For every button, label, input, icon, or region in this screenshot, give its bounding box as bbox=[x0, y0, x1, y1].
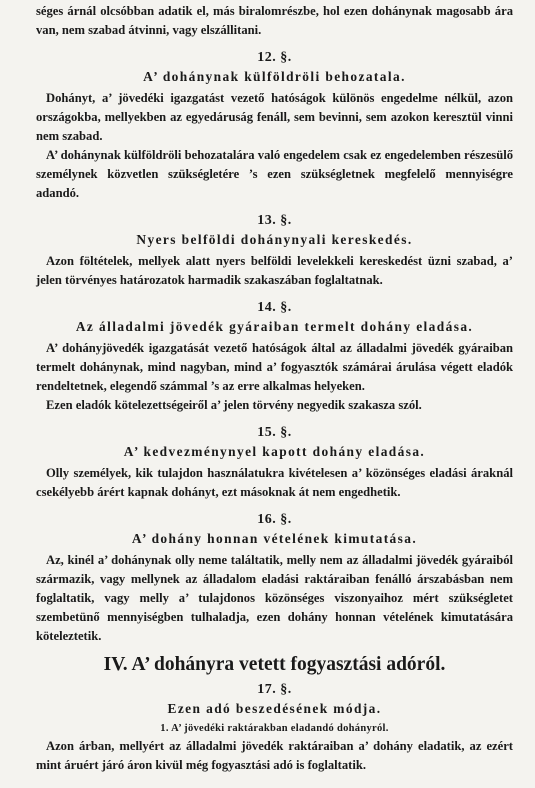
subheading-1: 1. A’ jövedéki raktárakban eladandó dohányról. bbox=[160, 723, 389, 734]
section-number-13: 13. §. bbox=[257, 213, 292, 228]
section-title-15: A’ kedvezménynyel kapott dohány eladása. bbox=[123, 444, 426, 459]
paragraph-continuation: séges árnál olcsóbban adatik el, más biralomrészbe, hol ezen dohánynak magosabb ára van, nem szabad átvinni, vagy elszállitani. bbox=[36, 4, 513, 37]
paragraph-16: Az, kinél a’ dohánynak olly neme találtatik, melly nem az álladalmi jövedék gyáraiból származik, vagy mellynek az álladalom eladási raktáraiban fenálló árszabásban nem foglaltatik, vagy melly a’ tulajdonos közönséges viszonyaihoz mért szükségletet szembetünő mennyiségben tulhaladja, ezen dohány honnan vételének kimutatására köteleztetik. bbox=[36, 553, 513, 643]
section-number-16: 16. §. bbox=[257, 512, 292, 527]
section-number-12: 12. §. bbox=[257, 50, 292, 65]
section-number-17: 17. §. bbox=[257, 682, 292, 697]
paragraph-14a: A’ dohányjövedék igazgatását vezető hatóságok által az álladalmi jövedék gyáraiban termelt dohánynak, mind nagyban, mind a’ fogyasztók számárai árulása végett eladók rendeltetnek, elegendő számmal ’s az erre alkalmas helyeken. bbox=[36, 341, 513, 393]
paragraph-12b: A’ dohánynak külföldröli behozatalára való engedelem csak ez engedelemben részesülő személynek közvetlen szükségletére ’s ezen szükségletnek megfelelő mennyiségre adandó. bbox=[36, 148, 513, 200]
section-number-15: 15. §. bbox=[257, 425, 292, 440]
section-title-14: Az álladalmi jövedék gyáraiban termelt dohány eladása. bbox=[75, 319, 474, 334]
chapter-heading: IV. A’ dohányra vetett fogyasztási adóról. bbox=[103, 654, 446, 675]
section-number-14: 14. §. bbox=[257, 300, 292, 315]
paragraph-17: Azon árban, mellyért az álladalmi jövedék raktáraiban a’ dohány eladatik, az ezért mint áruért járó áron kivül még fogyasztási adó is foglaltatik. bbox=[36, 739, 513, 772]
paragraph-15: Olly személyek, kik tulajdon használatukra kivételesen a’ közönséges eladási áraknál csekélyebb árért kapnak dohányt, ezt másoknak át nem engedhetik. bbox=[36, 466, 513, 499]
paragraph-13: Azon föltételek, mellyek alatt nyers belföldi levelekkeli kereskedést üzni szabad, a’ jelen törvényes határozatok harmadik szakaszában foglaltatnak. bbox=[36, 254, 513, 287]
paragraph-12a: Dohányt, a’ jövedéki igazgatást vezető hatóságok különös engedelme nélkül, azon országokba, mellyekben az egyedáruság fenáll, sem bevinni, sem azokon keresztül vinni nem szabad. bbox=[36, 91, 513, 143]
section-title-13: Nyers belföldi dohánynyali kereskedés. bbox=[136, 232, 413, 247]
section-title-16: A’ dohány honnan vételének kimutatása. bbox=[131, 531, 418, 546]
section-title-17: Ezen adó beszedésének módja. bbox=[167, 701, 382, 716]
section-title-12: A’ dohánynak külföldröli behozatala. bbox=[143, 69, 406, 84]
paragraph-14b: Ezen eladók kötelezettségeiről a’ jelen törvény negyedik szakasza szól. bbox=[46, 398, 422, 412]
